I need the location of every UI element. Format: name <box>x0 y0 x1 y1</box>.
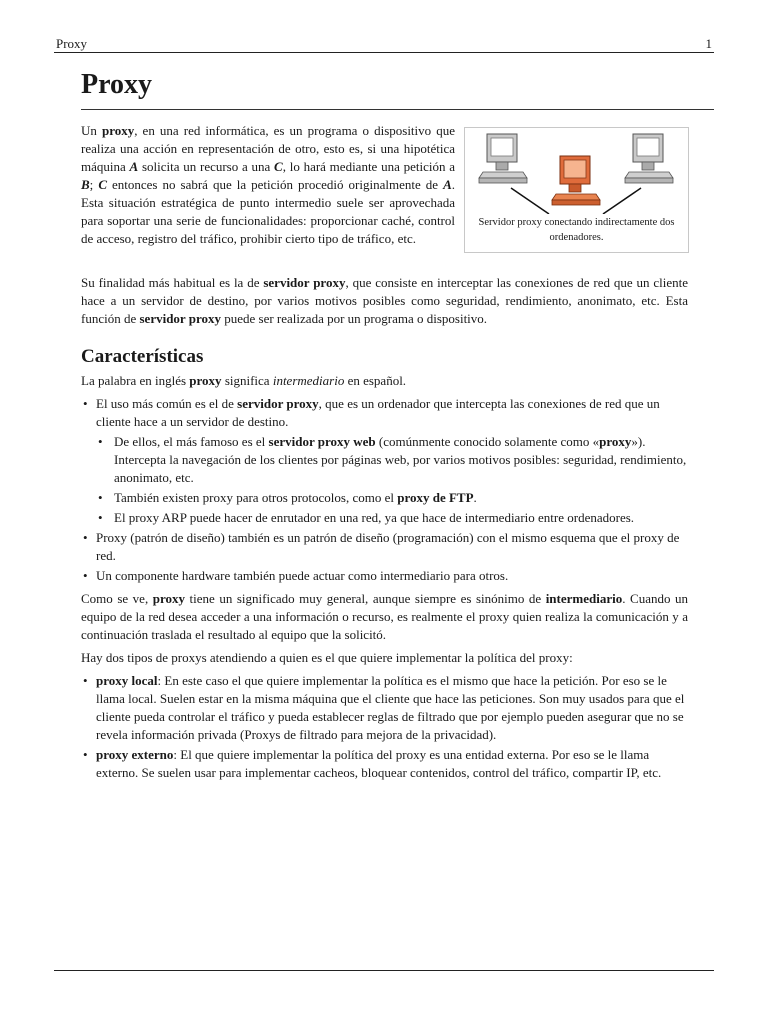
list-item: • Proxy (patrón de diseño) también es un patrón de diseño (programación) con el mismo esquema que el proxy de red. <box>81 529 688 565</box>
figure-caption: Servidor proxy conectando indirectamente dos ordenadores. <box>478 217 675 243</box>
list-item: • proxy local: En este caso el que quiere implementar la política es el mismo que hace la petición. Por eso se le llama local. Suelen estar en la misma máquina que el cliente que hace las peticiones. Son muy usados para que el cliente pueda controlar el tráfico y pueda establecer reglas de filtrado que por ejemplo pueden asegurar que no se revela información privada (Proxys de filtrado para mejora de la privacidad). <box>81 672 688 744</box>
page-number: 1 <box>705 36 712 51</box>
list-item: • El uso más común es el de servidor proxy, que es un ordenador que intercepta las conexiones de red que un cliente hace a un servidor de destino. • De ellos, el más famoso es el servidor proxy web (comúnmente conocido solamente como «proxy»). Intercepta la navegación de los clientes por páginas web, por varios motivos posibles: seguridad, rendimiento, anonimato, etc. • También existen proxy para otros protocolos, como el proxy de FTP. • El proxy ARP puede hacer de enrutador en una red, ya que hace de intermediario entre ordenadores. <box>81 395 688 527</box>
sub-list-item: • De ellos, el más famoso es el servidor proxy web (comúnmente conocido solamente como «proxy»). Intercepta la navegación de los clientes por páginas web, por varios motivos posibles: seguridad, rendimiento, anonimato, etc. <box>96 433 688 487</box>
running-title: Proxy <box>56 36 88 51</box>
article-body <box>81 122 688 782</box>
sub-list-item: • También existen proxy para otros protocolos, como el proxy de FTP. <box>96 489 688 507</box>
intro-paragraph: Un proxy, en una red informática, es un programa o dispositivo que realiza una acción en representación de otro, esto es, si una hipotética máquina A solicita un recurso a una C, lo hará mediante una petición a B; C entonces no sabrá que la petición procedió originalmente de A. Esta situación estratégica de punto intermedio suele ser aprovechada para soportar una serie de funcionalidades: proporcionar caché, control de acceso, registro del tráfico, prohibir cierto tipo de tráfico, etc. <box>81 123 456 246</box>
running-header <box>54 34 714 53</box>
meaning-paragraph: La palabra en inglés proxy significa intermediario en español. <box>81 373 407 388</box>
summary-paragraph: Como se ve, proxy tiene un significado muy general, aunque siempre es sinónimo de intermediario. Cuando un equipo de la red desea acceder a una información o recurso, es realmente el proxy quien realiza la comunicación y a continuación traslada el resultado al equipo que la solicitó. <box>81 591 688 642</box>
title-rule <box>81 109 714 110</box>
characteristics-list <box>81 395 688 585</box>
section-heading-caracteristicas: Características <box>81 346 204 367</box>
page-title: Proxy <box>81 69 153 100</box>
footer-rule <box>54 970 714 971</box>
sub-list <box>96 433 688 527</box>
list-item: • Un componente hardware también puede actuar como intermediario para otros. <box>81 567 688 585</box>
list-item: • proxy externo: El que quiere implementar la política del proxy es una entidad externa. Por eso se le llama externo. Se suelen usar para implementar cacheos, bloquear contenidos, control del tráfico, compartir IP, etc. <box>81 746 688 782</box>
types-intro-paragraph: Hay dos tipos de proxys atendiendo a quien es el que quiere implementar la política del proxy: <box>81 650 573 665</box>
proxy-types-list <box>81 672 688 782</box>
sub-list-item: • El proxy ARP puede hacer de enrutador en una red, ya que hace de intermediario entre ordenadores. <box>96 509 688 527</box>
purpose-paragraph: Su finalidad más habitual es la de servidor proxy, que consiste en interceptar las conexiones de red que un cliente hace a un servidor de destino, por varios motivos posibles como seguridad, rendimiento, anonimato, etc. Esta función de servidor proxy puede ser realizada por un programa o dispositivo. <box>81 275 689 326</box>
